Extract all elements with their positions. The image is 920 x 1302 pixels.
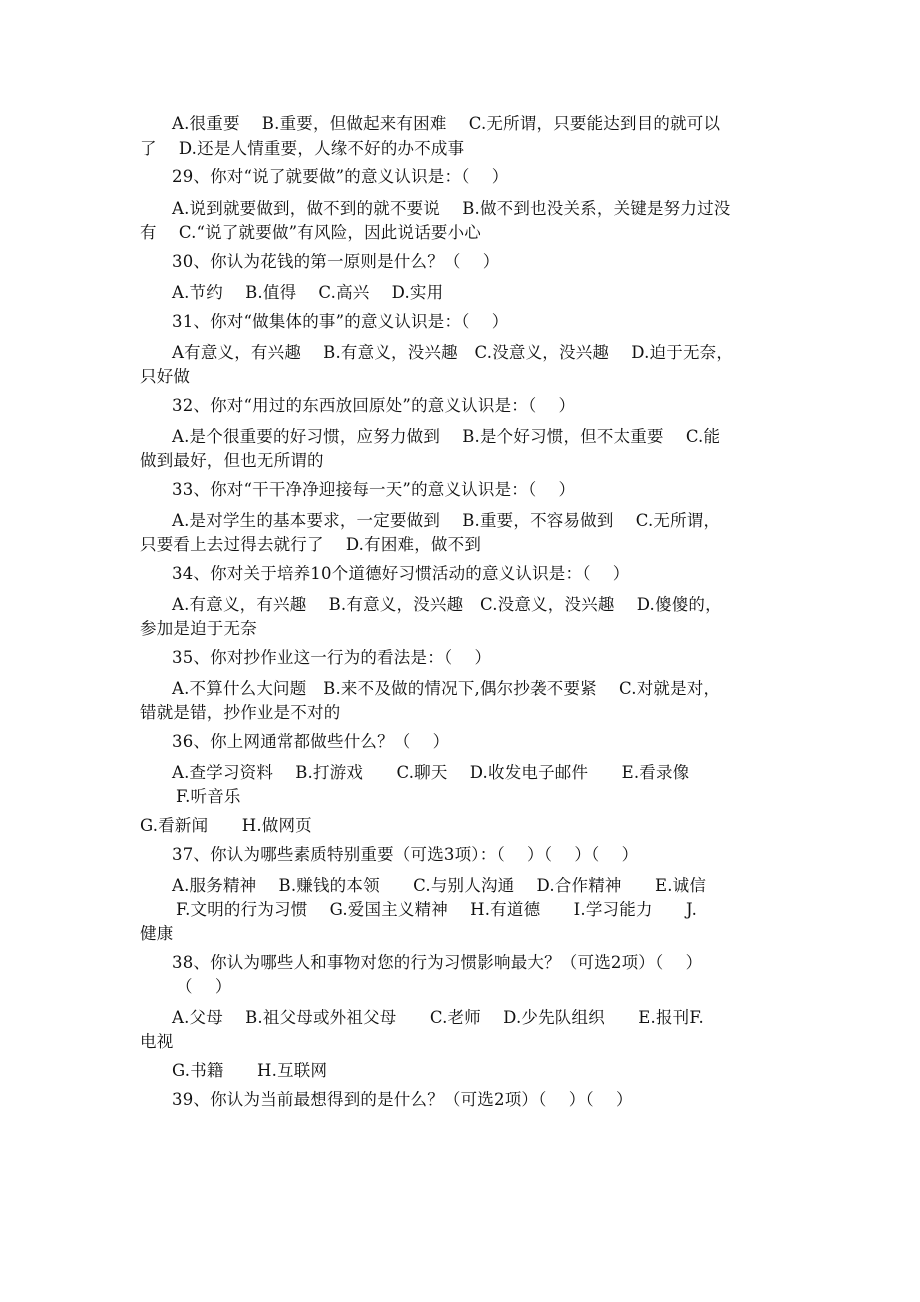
answer-line: A.很重要 B.重要，但做起来有困难 C.无所谓，只要能达到目的就可以 <box>172 114 721 133</box>
answer-line: 电视 <box>140 1032 174 1051</box>
answer-line: 做到最好，但也无所谓的 <box>140 451 324 470</box>
question-37: 37、你认为哪些素质特别重要（可选3项）：（ ）（ ）（ ） <box>172 845 639 864</box>
question-38-continued: （ ） <box>176 977 232 996</box>
answer-line: A有意义，有兴趣 B.有意义，没兴趣 C.没意义，没兴趣 D.迫于无奈， <box>172 343 734 362</box>
answer-line: A.不算什么大问题 B.来不及做的情况下,偶尔抄袭不要紧 C.对就是对， <box>172 679 721 698</box>
answer-line: A.查学习资料 B.打游戏 C.聊天 D.收发电子邮件 E.看录像 <box>172 763 690 782</box>
question-39: 39、你认为当前最想得到的是什么？（可选2项）（ ）（ ） <box>172 1090 633 1109</box>
question-33: 33、你对“干干净净迎接每一天”的意义认识是：（ ） <box>172 480 576 499</box>
question-34: 34、你对关于培养10个道德好习惯活动的意义认识是：（ ） <box>172 564 630 583</box>
answer-line: 只好做 <box>140 367 191 386</box>
answer-line: 有 C.“说了就要做”有风险，因此说话要小心 <box>140 223 481 242</box>
answer-line: A.是对学生的基本要求，一定要做到 B.重要，不容易做到 C.无所谓， <box>172 511 721 530</box>
answer-line: 参加是迫于无奈 <box>140 619 257 638</box>
question-32: 32、你对“用过的东西放回原处”的意义认识是：（ ） <box>172 396 576 415</box>
answer-line: G.书籍 H.互联网 <box>172 1061 328 1080</box>
answer-line: A.父母 B.祖父母或外祖父母 C.老师 D.少先队组织 E.报刊F. <box>172 1008 704 1027</box>
question-29: 29、你对“说了就要做”的意义认识是：（ ） <box>172 167 509 186</box>
answer-line: F.听音乐 <box>176 787 241 806</box>
answer-line: 错就是错，抄作业是不对的 <box>140 703 341 722</box>
question-36: 36、你上网通常都做些什么？（ ） <box>172 732 450 751</box>
answer-line: A.是个很重要的好习惯，应努力做到 B.是个好习惯，但不太重要 C.能 <box>172 427 721 446</box>
question-31: 31、你对“做集体的事”的意义认识是：（ ） <box>172 312 509 331</box>
answer-line: 了 D.还是人情重要，人缘不好的办不成事 <box>140 139 465 158</box>
question-30: 30、你认为花钱的第一原则是什么？（ ） <box>172 252 500 271</box>
answer-line: A.说到就要做到，做不到的就不要说 B.做不到也没关系，关键是努力过没 <box>172 199 731 218</box>
question-38: 38、你认为哪些人和事物对您的行为习惯影响最大？（可选2项）（ ） <box>172 953 703 972</box>
answer-line: A.有意义，有兴趣 B.有意义，没兴趣 C.没意义，没兴趣 D.傻傻的， <box>172 595 722 614</box>
answer-line: G.看新闻 H.做网页 <box>140 816 312 835</box>
answer-line: A.服务精神 B.赚钱的本领 C.与别人沟通 D.合作精神 E.诚信 <box>172 876 707 895</box>
question-35: 35、你对抄作业这一行为的看法是：（ ） <box>172 648 492 667</box>
answer-line: 只要看上去过得去就行了 D.有困难，做不到 <box>140 535 482 554</box>
answer-line: A.节约 B.值得 C.高兴 D.实用 <box>172 283 444 302</box>
answer-line: F.文明的行为习惯 G.爱国主义精神 H.有道德 I.学习能力 J. <box>176 900 698 919</box>
answer-line: 健康 <box>140 924 174 943</box>
